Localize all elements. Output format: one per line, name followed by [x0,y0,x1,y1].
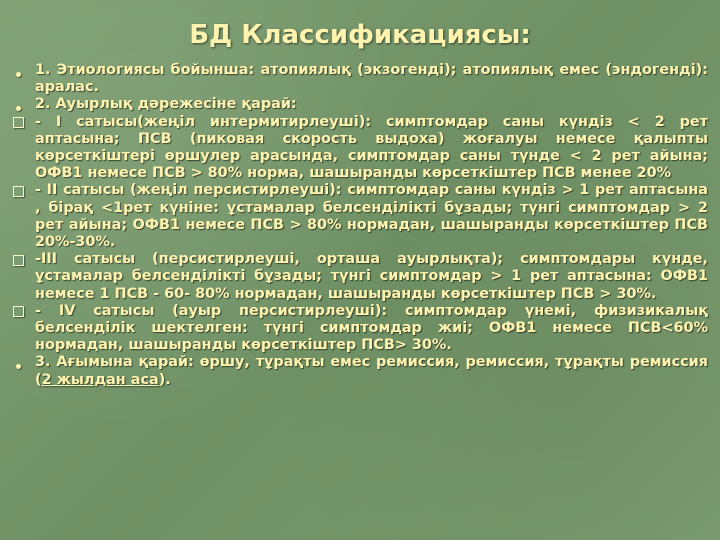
bullet-icon [8,354,28,372]
list-item-stage-3 [8,251,708,303]
item-text: 1. Этиологиясы бойынша: атопиялық (экзогенді); атопиялық емес (эндогенді): аралас. [35,62,708,96]
item-text: - I сатысы(жеңіл интермитирлеуші): симптомдар саны күндіз < 2 рет аптасына; ПСВ (пиковая скорость выдоха) жоғалуы немесе қалыпты көрсеткіштері өршулер арасында, симптомдар саны түнде < 2 рет айына; ОФВ1 немесе ПСВ > 80% норма, шашыранды көрсеткіштер ПСВ менее 20% [35,113,708,182]
checkbox-bullet-icon [8,251,28,269]
item-text-after: ). [158,371,171,388]
list-item-severity [8,96,708,113]
bullet-icon [8,96,28,114]
checkbox-bullet-icon [8,114,28,132]
list-item-stage-2 [8,182,708,251]
slide-title: БД Классификациясы: [189,20,531,50]
item-text-before: 3. Ағымына қарай: өршу, тұрақты емес ремиссия, ремиссия, тұрақты ремиссия ( [35,354,708,388]
checkbox-bullet-icon [8,303,28,321]
list-item-stage-4 [8,303,708,355]
item-text: 2. Ауырлық дәрежесіне қарай: [35,96,297,113]
item-text: -III сатысы (персистирлеуші, орташа ауырлықта); симптомдары күнде, ұстамалар белсенділікті бұзады; түнгі симптомдар > 1 рет аптасына: ОФВ1 немесе 1 ПСВ - 60- 80% нормадан, шашыранды көрсеткіштер ПСВ > 30%. [35,251,708,302]
list-item-etiology [8,62,708,96]
list-item-stage-1 [8,114,708,183]
classification-list [8,62,708,389]
item-text-underlined: 2 жылдан аса [41,371,159,388]
list-item-course [8,354,708,388]
item-text: - II сатысы (жеңіл персистирлеуші): симптомдар саны күндіз > 1 рет аптасына , бірақ <1рет күніне: ұстамалар белсенділікті бұзады; түнгі симптомдар > 2 рет айына; ОФВ1 немесе ПСВ > 80% нормадан, шашыранды көрсеткіштер ПСВ 20%-30%. [35,182,708,251]
item-text: - IV сатысы (ауыр персистирлеуші): симптомдар үнемі, физизикалық белсенділік шектелген: түнгі симптомдар жиі; ОФВ1 немесе ПСВ<60% нормадан, шашыранды көрсеткіштер ПСВ> 30%. [35,302,708,354]
checkbox-bullet-icon [8,182,28,200]
bullet-icon [8,62,28,80]
